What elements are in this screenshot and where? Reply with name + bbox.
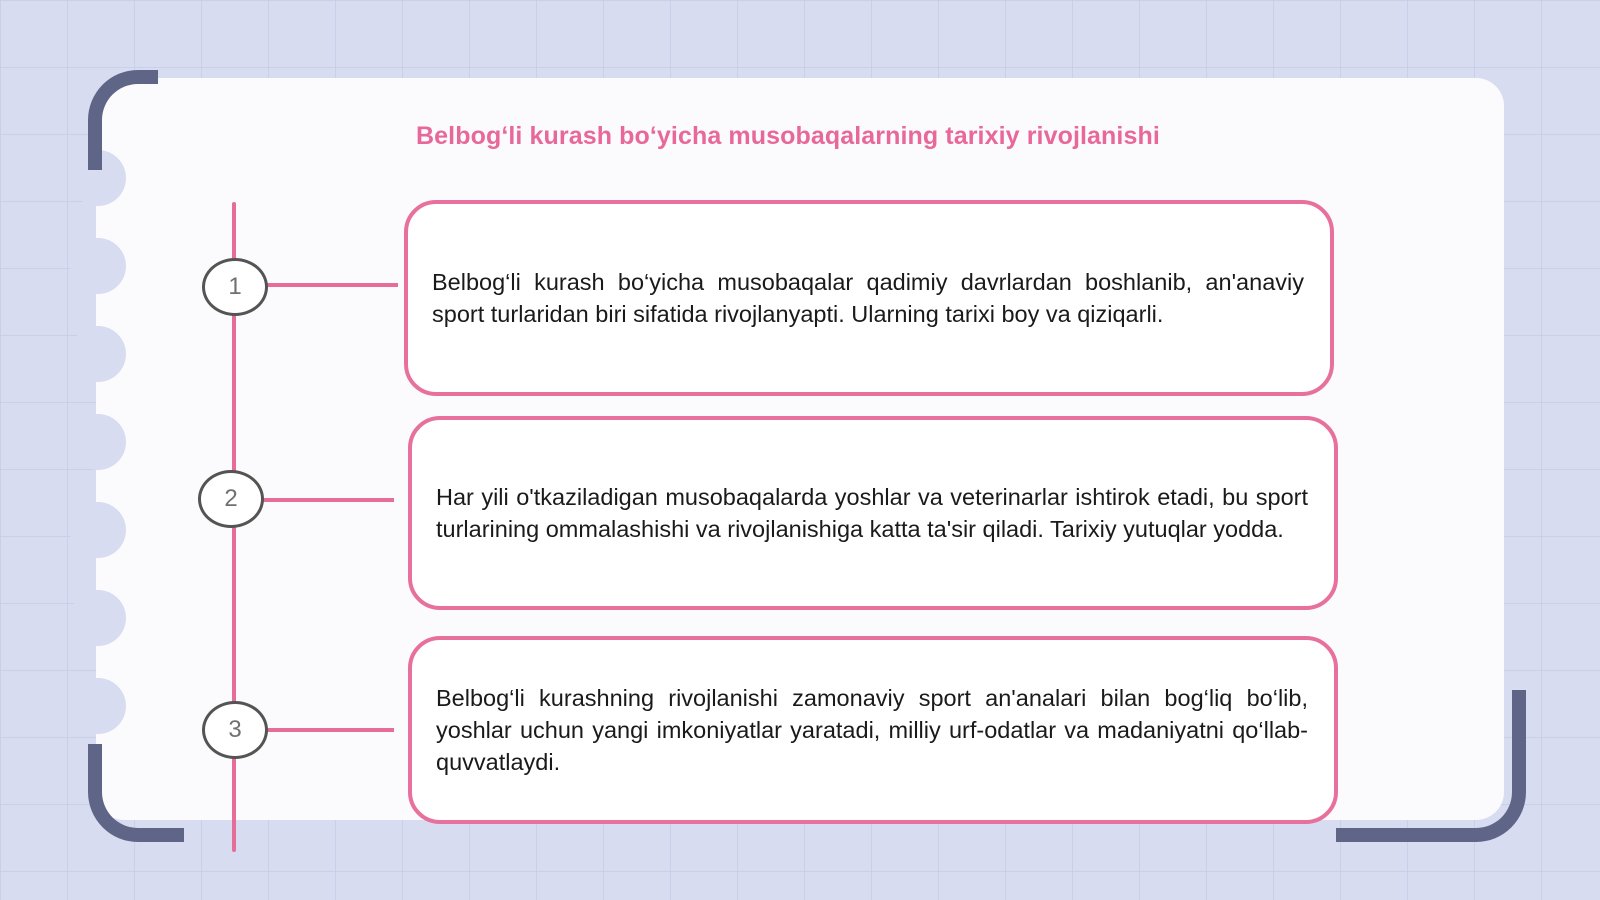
paper-notch bbox=[70, 414, 126, 470]
step-card-text: Belbog‘li kurash bo‘yicha musobaqalar qadimiy davrlardan boshlanib, an'anaviy sport turlaridan biri sifatida rivojlanyapti. Ularning tarixi boy va qiziqarli. bbox=[432, 269, 1304, 327]
step-number-badge: 3 bbox=[202, 701, 268, 759]
paper-notch bbox=[70, 502, 126, 558]
timeline-connector bbox=[262, 728, 394, 732]
paper-notch bbox=[70, 326, 126, 382]
step-number-badge: 2 bbox=[198, 470, 264, 528]
step-card-1 bbox=[404, 200, 1334, 396]
step-card-text: Har yili o'tkaziladigan musobaqalarda yoshlar va veterinarlar ishtirok etadi, bu sport turlarining ommalashishi va rivojlanishiga katta ta'sir qiladi. Tarixiy yutuqlar yodda. bbox=[436, 484, 1308, 542]
paper-notch bbox=[70, 238, 126, 294]
step-card-2 bbox=[408, 416, 1338, 610]
paper-notch bbox=[70, 590, 126, 646]
timeline-connector bbox=[262, 498, 394, 502]
timeline-connector bbox=[262, 283, 398, 287]
frame-corner-bottom-right bbox=[1336, 690, 1526, 842]
frame-corner-top-left bbox=[88, 70, 158, 170]
step-number-badge: 1 bbox=[202, 258, 268, 316]
slide-title: Belbog‘li kurash bo‘yicha musobaqalarning tarixiy rivojlanishi bbox=[416, 122, 1160, 150]
step-card-3 bbox=[408, 636, 1338, 824]
step-card-text: Belbog‘li kurashning rivojlanishi zamonaviy sport an'analari bilan bog‘liq bo‘lib, yoshlar uchun yangi imkoniyatlar yaratadi, milliy urf-odatlar va madaniyatni qo‘llab-quvvatlaydi. bbox=[436, 685, 1308, 775]
paper-notch bbox=[70, 678, 126, 734]
frame-corner-bottom-left bbox=[88, 744, 184, 842]
